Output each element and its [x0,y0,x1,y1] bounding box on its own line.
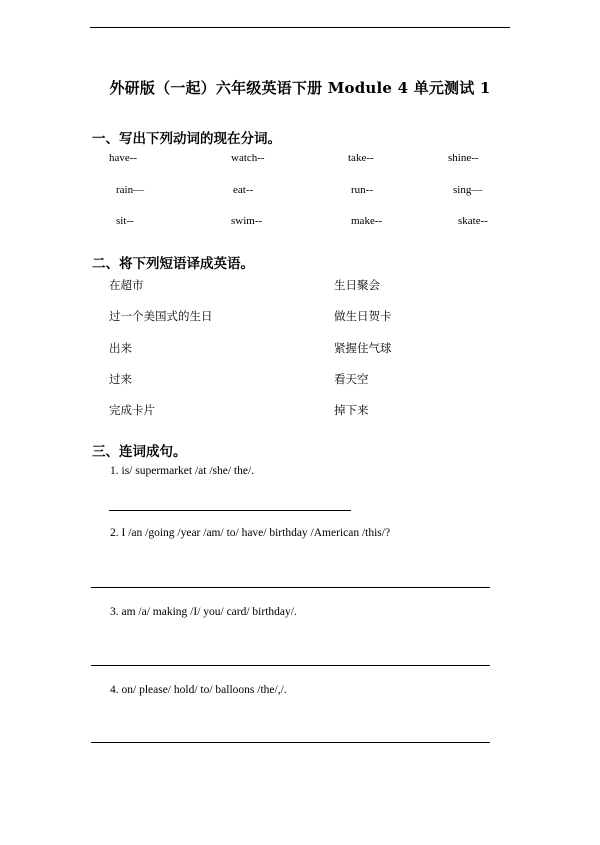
phrase-item: 过来 [109,372,132,386]
section1-heading: 一、写出下列动词的现在分词。 [92,131,281,147]
question-1: 1. is/ supermarket /at /she/ the/. [110,465,255,477]
phrase-item: 做生日贺卡 [334,309,392,323]
verb-item: eat-- [233,184,254,196]
phrase-item: 在超市 [109,278,144,292]
verb-item: swim-- [231,215,263,227]
phrase-item: 完成卡片 [109,403,155,417]
question-2: 2. I /an /going /year /am/ to/ have/ birthday /American /this/? [110,527,391,539]
verb-item: watch-- [231,152,265,164]
phrase-item: 生日聚会 [334,278,380,292]
verb-item: take-- [348,152,374,164]
question-4: 4. on/ please/ hold/ to/ balloons /the/,/. [110,684,287,696]
section2-heading: 二、将下列短语译成英语。 [92,256,254,272]
answer-line-1[interactable] [109,510,351,511]
answer-line-2[interactable] [91,587,490,588]
verb-item: shine-- [448,152,479,164]
verb-item: sing— [453,184,483,196]
answer-line-3[interactable] [91,665,490,666]
verb-item: run-- [351,184,373,196]
question-3: 3. am /a/ making /I/ you/ card/ birthday/. [110,606,297,618]
section3-heading: 三、连词成句。 [92,444,187,460]
verb-item: have-- [109,152,138,164]
phrase-item: 掉下来 [334,403,369,417]
phrase-item: 出来 [109,341,132,355]
verb-item: sit-- [116,215,134,227]
phrase-item: 过一个美国式的生日 [109,309,213,323]
phrase-item: 看天空 [334,372,369,386]
verb-item: skate-- [458,215,488,227]
verb-item: rain— [116,184,145,196]
top-rule [90,27,510,28]
answer-line-4[interactable] [91,742,490,743]
page-title: 外研版（一起）六年级英语下册 Module 4 单元测试 1 [109,79,491,97]
phrase-item: 紧握住气球 [334,341,392,355]
verb-item: make-- [351,215,383,227]
